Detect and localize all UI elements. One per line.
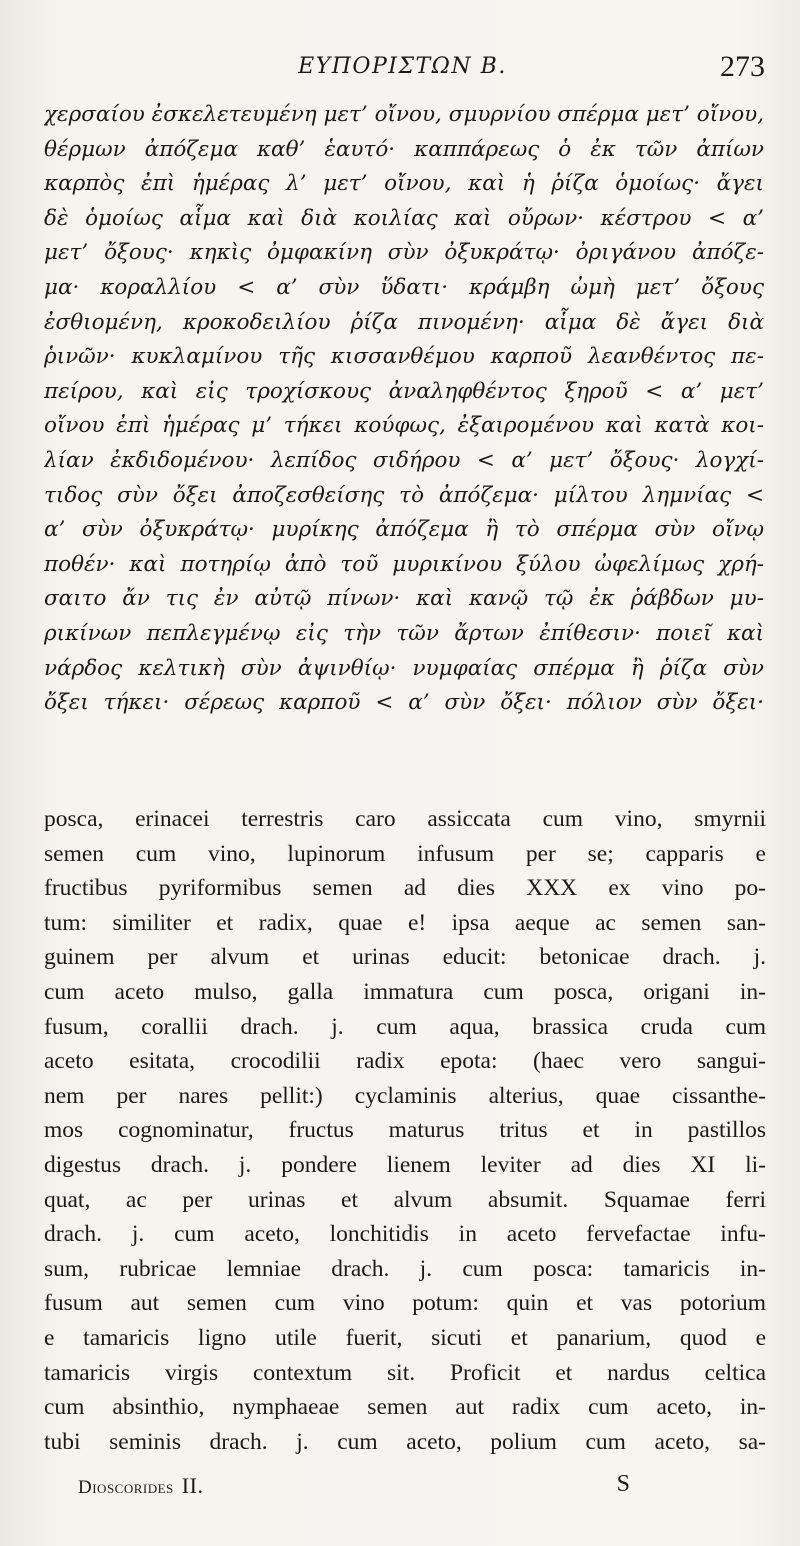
latin-line: semen cum vino, lupinorum infusum per se; capparis e — [44, 840, 766, 867]
printer-signature — [78, 1473, 203, 1499]
latin-line: tubi seminis drach. j. cum aceto, polium cum aceto, sa- — [44, 1428, 766, 1455]
page-footer — [50, 1473, 630, 1509]
running-title: ΕΥΠΟΡΙΣΤΩΝ Β. — [298, 54, 507, 79]
latin-line: drach. j. cum aceto, lonchitidis in aceto fervefactae infu- — [44, 1221, 766, 1248]
greek-line: ἐσθιομένη, κροκοδειλίου ῥίζα πινομένη· αἷμα δὲ ἄγει διὰ — [44, 309, 764, 335]
signature-author: Dioscorides — [78, 1477, 174, 1498]
greek-line: ποθέν· καὶ ποτηρίῳ ἀπὸ τοῦ μυρικίνου ξύλου ὠφελίμως χρή- — [44, 551, 764, 577]
running-head — [40, 48, 765, 88]
latin-line: quat, ac per urinas et alvum absumit. Squamae ferri — [44, 1186, 766, 1213]
latin-line: mos cognominatur, fructus maturus tritus et in pastillos — [44, 1117, 766, 1144]
latin-line: digestus drach. j. pondere lienem leviter ad dies XI li- — [44, 1151, 766, 1178]
greek-line: δὲ ὁμοίως αἷμα καὶ διὰ κοιλίας καὶ οὔρων· κέστρου < α’ — [44, 205, 764, 231]
greek-text-block — [44, 98, 764, 721]
page-number: 273 — [720, 50, 765, 83]
latin-line: aceto esitata, crocodilii radix epota: (haec vero sangui- — [44, 1048, 766, 1075]
latin-line: tamaricis virgis contextum sit. Proficit et nardus celtica — [44, 1359, 766, 1386]
latin-line: guinem per alvum et urinas educit: betonicae drach. j. — [44, 944, 766, 971]
latin-line: fusum aut semen cum vino potum: quin et vas potorium — [44, 1290, 766, 1317]
greek-line: πείρου, καὶ εἰς τροχίσκους ἀναληφθέντος ξηροῦ < α’ μετ’ — [44, 378, 764, 404]
latin-line: nem per nares pellit:) cyclaminis alterius, quae cissanthe- — [44, 1082, 766, 1109]
greek-line: ὄξει τήκει· σέρεως καρποῦ < α’ σὺν ὄξει· πόλιον σὺν ὄξει· — [44, 690, 764, 716]
latin-line: cum aceto mulso, galla immatura cum posca, origani in- — [44, 978, 766, 1005]
greek-line: χερσαίου ἐσκελετευμένη μετ’ οἴνου, σμυρνίου σπέρμα μετ’ οἴνου, — [44, 102, 764, 127]
latin-line: cum absinthio, nymphaeae semen aut radix cum aceto, in- — [44, 1394, 766, 1421]
sheet-mark: S — [616, 1471, 630, 1497]
greek-line: καρπὸς ἐπὶ ἡμέρας λ’ μετ’ οἴνου, καὶ ἡ ῥίζα ὁμοίως· ἄγει — [44, 171, 764, 197]
greek-line: τιδος σὺν ὄξει ἀποζεσθείσης τὸ ἀπόζεμα· μίλτου λημνίας < — [44, 482, 764, 508]
latin-line: e tamaricis ligno utile fuerit, sicuti et panarium, quod e — [44, 1324, 766, 1351]
signature-volume: II. — [181, 1473, 204, 1498]
greek-line: ῥινῶν· κυκλαμίνου τῆς κισσανθέμου καρποῦ λεανθέντος πε- — [44, 344, 764, 370]
greek-line: α’ σὺν ὀξυκράτῳ· μυρίκης ἀπόζεμα ἢ τὸ σπέρμα σὺν οἴνῳ — [44, 517, 764, 543]
latin-line: posca, erinacei terrestris caro assiccata cum vino, smyrnii — [44, 806, 766, 832]
greek-line: λίαν ἐκδιδομένου· λεπίδος σιδήρου < α’ μετ’ ὄξους· λογχί- — [44, 447, 764, 473]
greek-line: μετ’ ὄξους· κηκὶς ὀμφακίνη σὺν ὀξυκράτῳ· ὀριγάνου ἀπόζε- — [44, 240, 764, 266]
latin-line: tum: similiter et radix, quae e! ipsa aeque ac semen san- — [44, 909, 766, 936]
latin-line: fusum, corallii drach. j. cum aqua, brassica cruda cum — [44, 1013, 766, 1040]
greek-line: σαιτο ἄν τις ἐν αὐτῷ πίνων· καὶ κανῷ τῷ ἐκ ῥάβδων μυ- — [44, 586, 764, 612]
latin-line: sum, rubricae lemniae drach. j. cum posca: tamaricis in- — [44, 1255, 766, 1282]
greek-line: μα· κοραλλίου < α’ σὺν ὕδατι· κράμβη ὠμὴ μετ’ ὄξους — [44, 274, 764, 300]
latin-text-block — [44, 802, 766, 1459]
greek-line: ρικίνων πεπλεγμένῳ εἰς τὴν τῶν ἄρτων ἐπίθεσιν· ποιεῖ καὶ — [44, 620, 764, 646]
latin-line: fructibus pyriformibus semen ad dies XXX ex vino po- — [44, 875, 766, 902]
greek-line: οἴνου ἐπὶ ἡμέρας μ’ τήκει κούφως, ἐξαιρομένου καὶ κατὰ κοι- — [44, 413, 764, 439]
greek-line: θέρμων ἀπόζεμα καθ’ ἑαυτό· καππάρεως ὁ ἐκ τῶν ἀπίων — [44, 136, 764, 162]
greek-line: νάρδος κελτικὴ σὺν ἀψινθίῳ· νυμφαίας σπέρμα ἢ ῥίζα σὺν — [44, 655, 764, 681]
